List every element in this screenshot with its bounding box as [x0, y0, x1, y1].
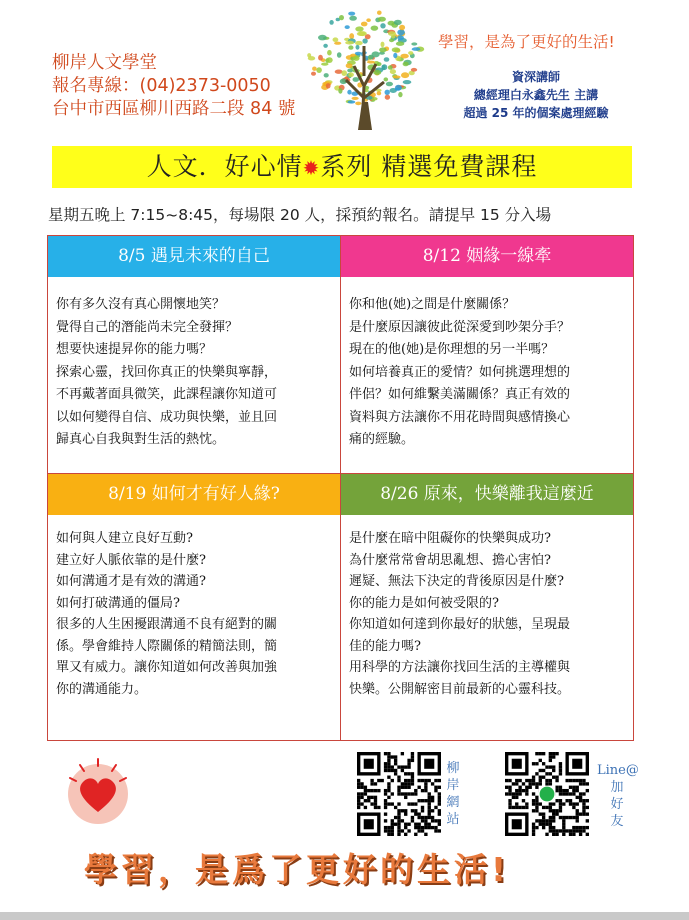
description-line: 建立好人脈依靠的是什麼? [56, 552, 206, 568]
description-line: 你知道如何達到你最好的狀態，呈現最 [349, 617, 571, 632]
description-line: 如何培養真正的愛情？如何挑選理想的 [349, 364, 571, 380]
tree-illustration [302, 6, 430, 130]
banner-title [52, 146, 632, 188]
description-line: 你的溝通能力。 [56, 681, 148, 697]
description-line: 探索心靈，找回你真正的快樂與寧靜， [56, 364, 278, 380]
description-line: 以如何變得自信、成功與快樂，並且回 [56, 409, 278, 425]
course-card-3 [48, 474, 341, 740]
page-bottom-edge [0, 912, 689, 920]
description-line: 很多的人生困擾跟溝通不良有絕對的關 [56, 617, 278, 632]
course-description [56, 294, 332, 452]
course-title: 8/26 原來，快樂離我這麼近 [341, 474, 633, 515]
course-description [56, 528, 332, 700]
description-line: 你有多久沒有真心開懷地笑？ [56, 297, 226, 312]
schedule-info: 星期五晚上 7:15~8:45，每場限 20 人，採預約報名。請提早 15 分入場 [48, 206, 552, 224]
course-banner [52, 146, 632, 188]
description-line: 為什麼常常會胡思亂想、擔心害怕? [349, 552, 551, 568]
description-line: 快樂。公開解密目前最新的心靈科技。 [349, 681, 571, 697]
course-card-4 [341, 474, 633, 740]
course-grid [47, 235, 634, 741]
course-description [349, 528, 625, 700]
course-card-2 [341, 236, 633, 474]
qr-code-website[interactable] [357, 752, 441, 836]
course-title: 8/5 遇見未來的自己 [48, 236, 340, 277]
organization-info [52, 52, 295, 121]
description-line: 佳的能力嗎? [349, 638, 421, 654]
org-name: 柳岸人文學堂 [52, 53, 157, 73]
description-line: 覺得自己的潛能尚未完全發揮？ [56, 319, 239, 335]
phone-line: 報名專線：(04)2373-0050 [52, 76, 271, 96]
description-line: 如何溝通才是有效的溝通? [56, 574, 206, 589]
lecturer-experience: 超過 25 年的個案處理經驗 [463, 106, 609, 120]
description-line: 如何與人建立良好互動? [56, 531, 193, 546]
slogan-top: 學習，是為了更好的生活! [438, 33, 615, 51]
address-line: 台中市西區柳川西路二段 84 號 [52, 99, 296, 119]
banner-title-part2: 系列 精選免費課程 [320, 152, 538, 181]
course-title: 8/19 如何才有好人緣? [48, 474, 340, 515]
course-title: 8/12 姻緣一線牽 [341, 236, 633, 277]
description-line: 現在的他(她)是你理想的另一半嗎？ [349, 342, 555, 357]
banner-title-part1: 人文．好心情 [146, 152, 303, 181]
description-line: 遲疑、無法下決定的背後原因是什麼? [349, 574, 564, 589]
description-line: 資料與方法讓你不用花時間與感情換心 [349, 409, 571, 425]
qr-code-line[interactable] [505, 752, 589, 836]
description-line: 單又有威力。讓你知道如何改善與加強 [56, 660, 278, 675]
slogan-footer: 學習，是爲了更好的生活! [84, 850, 511, 889]
qr-line-label [597, 762, 637, 830]
description-line: 是什麼原因讓彼此從深愛到吵架分手？ [349, 319, 571, 335]
description-line: 如何打破溝通的僵局? [56, 595, 180, 611]
course-description [349, 294, 625, 452]
qr-line-label-top: Line@ [597, 763, 639, 778]
description-line: 想要快速提昇你的能力嗎？ [56, 342, 213, 357]
description-line: 痛的經驗。 [349, 432, 415, 447]
description-line: 伴侶？如何維繫美滿關係？真正有效的 [349, 387, 571, 402]
description-line: 不再戴著面具微笑，此課程讓你知道可 [56, 387, 278, 402]
course-card-1 [48, 236, 341, 474]
description-line: 用科學的方法讓你找回生活的主導權與 [349, 660, 571, 675]
lecturer-title: 資深講師 [511, 70, 560, 84]
lecturer-info [446, 68, 626, 122]
description-line: 是什麼在暗中阻礙你的快樂與成功? [349, 531, 551, 546]
description-line: 係。學會維持人際關係的精簡法則，簡 [56, 638, 278, 654]
heart-icon [66, 756, 130, 826]
lecturer-name: 總經理白永鑫先生 主講 [473, 88, 599, 102]
sun-icon: ✹ [302, 156, 321, 180]
description-line: 你和他(她)之間是什麼關係？ [349, 297, 516, 312]
qr-line-label-rest: 加好友 [610, 780, 624, 829]
qr-website-label: 柳岸網站 [446, 761, 460, 827]
description-line: 你的能力是如何被受限的? [349, 595, 499, 611]
description-line: 歸真心自我與對生活的熱忱。 [56, 432, 226, 447]
